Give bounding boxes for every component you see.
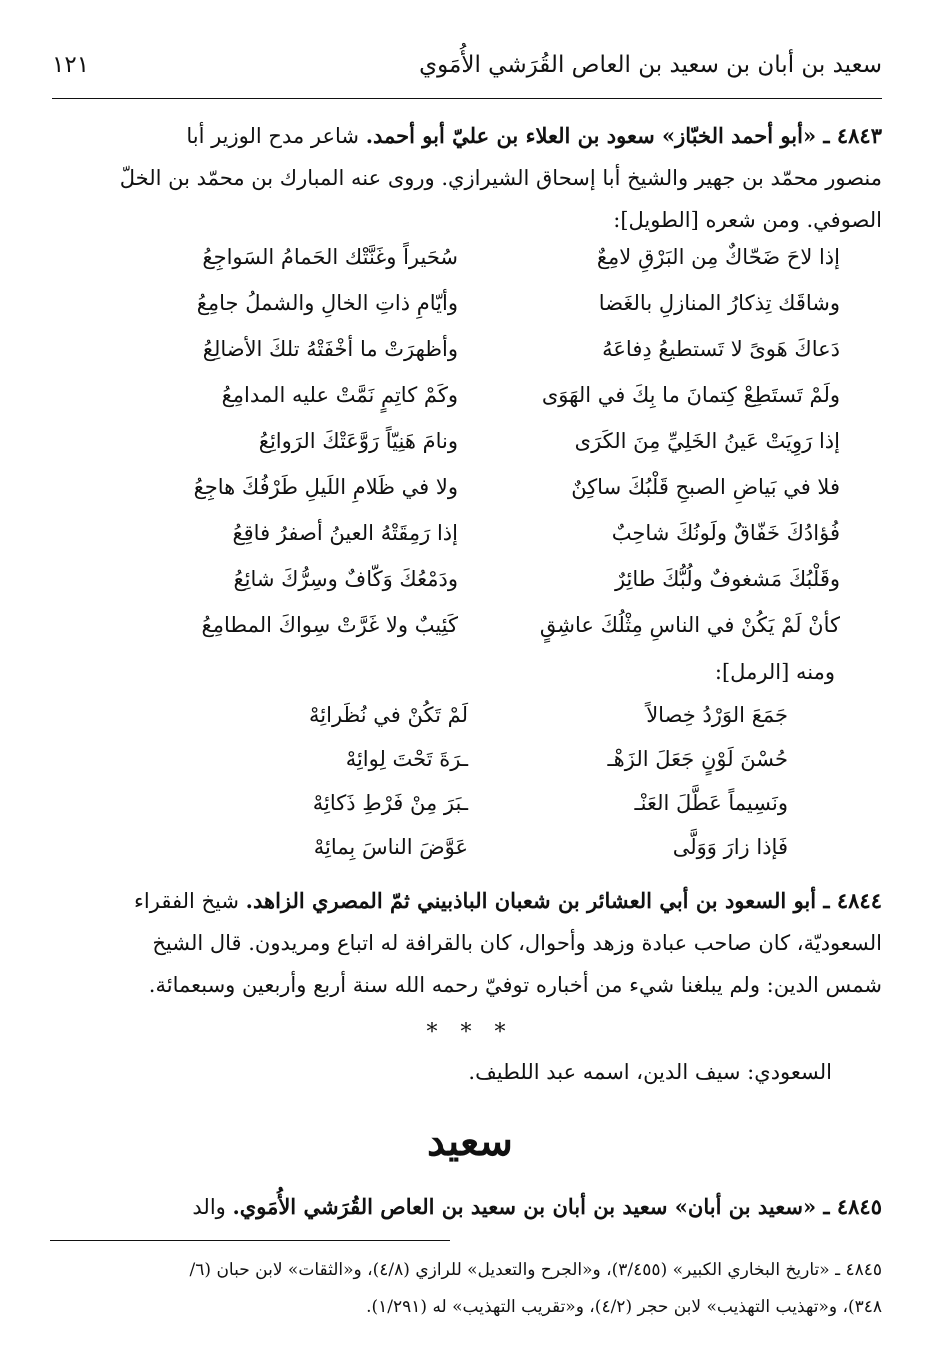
verse-hemistich-second: سُحَيراً وغَنَّتْك الحَمامُ السَواجِعُ <box>202 245 458 269</box>
verse-hemistich-second: ـبَرَ مِنْ فَرْطِ ذَكائِهْ <box>312 791 468 815</box>
entry-4844-line-2: السعوديّة، كان صاحب عبادة وزهد وأحوال، كان بالقرافة له اتباع ومريدون. قال الشيخ <box>152 931 882 955</box>
entry-4843-heading: ٤٨٤٣ ـ «أبو أحمد الخبّاز» سعود بن العلاء بن عليّ أبو أحمد. <box>365 123 882 148</box>
entry-4844-text: شيخ الفقراء <box>134 889 246 913</box>
verse-hemistich-second: إذا رَمِقَتْهُ العينُ أصفرُ فاقِعُ <box>232 521 458 545</box>
verse-hemistich-second: لَمْ تَكُنْ في نُظَرائِهْ <box>309 703 468 727</box>
verse-hemistich-second: عَوَّضَ الناسَ بِمائِهْ <box>313 835 468 859</box>
entry-4845-text: والد <box>192 1195 233 1219</box>
verse-hemistich-first: فَإذا زارَ وَوَلَّى <box>672 835 788 859</box>
section-heading: سعيد <box>427 1118 513 1165</box>
footnote-line-2: ٣٤٨)، و«تهذيب التهذيب» لابن حجر (٤/٢)، و«تقريب التهذيب» له (١/٢٩١). <box>366 1297 882 1317</box>
entry-4845-heading: ٤٨٤٥ ـ «سعيد بن أبان» سعيد بن أبان بن سعيد بن العاص القُرَشي الأُمَوي. <box>232 1194 882 1219</box>
entry-4843-line-1 <box>50 115 882 157</box>
entry-4843-line-3: الصوفي. ومن شعره [الطويل]: <box>613 208 882 232</box>
page-header <box>52 48 882 92</box>
entry-4845-line-1 <box>50 1186 882 1228</box>
verse-hemistich-first: حُسْنَ لَوْنٍ جَعَلَ الزَهْـ <box>607 747 788 771</box>
entry-4843-line-2: منصور محمّد بن جهير والشيخ أبا إسحاق الشيرازي. وروى عنه المبارك بن محمّد بن الخلّ <box>119 166 882 190</box>
entry-4843-text: شاعر مدح الوزير أبا <box>186 124 366 148</box>
verse-hemistich-first: ولَمْ تَستَطِعْ كِتمانَ ما بِكَ في الهَوَى <box>541 383 840 407</box>
verse-hemistich-first: إذا لاحَ ضَحّاكٌ مِن البَرْقِ لامِعٌ <box>596 245 840 269</box>
verse-hemistich-first: فلا في بَياضِ الصبحِ قَلْبُكَ ساكِنٌ <box>571 475 840 499</box>
entry-4844-heading: ٤٨٤٤ ـ أبو السعود بن أبي العشائر بن شعبان الباذبيني ثمّ المصري الزاهد. <box>245 888 882 913</box>
verse-hemistich-second: وكَمْ كاتِمٍ نَمَّتْ عليه المدامِعُ <box>221 383 458 407</box>
verse-hemistich-second: كَئِيبٌ ولا غَرَّتْ سِواكَ المطامِعُ <box>201 613 458 637</box>
verse-hemistich-second: وأظهرَتْ ما أخْفَتْهُ تلكَ الأضالِعُ <box>202 337 458 361</box>
verse-hemistich-second: ـرَةَ تَحْتَ لِوائِهْ <box>345 747 468 771</box>
verse-hemistich-first: كأنْ لَمْ يَكُنْ في الناسِ مِثْلُكَ عاشِقٍ <box>539 613 840 637</box>
verse-hemistich-second: وأيّامِ ذاتِ الخالِ والشملُ جامِعُ <box>196 291 458 315</box>
verse-hemistich-first: دَعاكَ هَوىً لا تَستطيعُ دِفاعَهُ <box>602 337 840 361</box>
verse-hemistich-first: وقَلْبُكَ مَشغوفٌ ولُبُّكَ طائِرٌ <box>614 567 840 591</box>
footnote-line-1: ٤٨٤٥ ـ «تاريخ البخاري الكبير» (٣/٤٥٥)، و«الجرح والتعديل» للرازي (٤/٨)، و«الثقات» لابن حبان (٦/ <box>189 1260 882 1280</box>
running-title: سعيد بن أبان بن سعيد بن العاص القُرَشي الأُمَوي <box>419 52 882 78</box>
verse-hemistich-first: إذا رَوِيَتْ عَينُ الخَلِيِّ مِنَ الكَرَى <box>574 429 840 453</box>
verse-hemistich-first: ونَسِيماً عَطَّلَ العَنْـ <box>634 791 788 815</box>
verse-hemistich-second: ولا في ظَلامِ اللَيلِ طَرْفُكَ هاجِعُ <box>193 475 458 499</box>
entry-4844-line-3: شمس الدين: ولم يبلغنا شيء من أخباره توفيّ رحمه الله سنة أربع وأربعين وسبعمائة. <box>148 973 882 997</box>
verse-hemistich-first: جَمَعَ الوَرْدُ خِصالاً <box>646 703 788 727</box>
entry-4844-line-1 <box>50 880 882 922</box>
verse-hemistich-second: ونامَ هَنِيّاً رَوَّعَتْكَ الرَوائِعُ <box>258 429 458 453</box>
cross-reference: السعودي: سيف الدين، اسمه عبد اللطيف. <box>468 1060 832 1084</box>
section-separator: * * * <box>426 1020 514 1045</box>
verse-hemistich-first: فُؤادُكَ خَفّاقٌ ولَونُكَ شاحِبٌ <box>611 521 840 545</box>
page-number: ١٢١ <box>52 52 90 78</box>
header-rule <box>52 98 882 99</box>
verse-hemistich-second: ودَمْعُكَ وَكّافٌ وسِرُّكَ شائِعُ <box>233 567 458 591</box>
footnote-rule <box>50 1240 450 1241</box>
meter-label: ومنه [الرمل]: <box>714 660 835 684</box>
verse-hemistich-first: وشاقَك تِذكارُ المنازلِ بالغَضا <box>598 291 840 315</box>
